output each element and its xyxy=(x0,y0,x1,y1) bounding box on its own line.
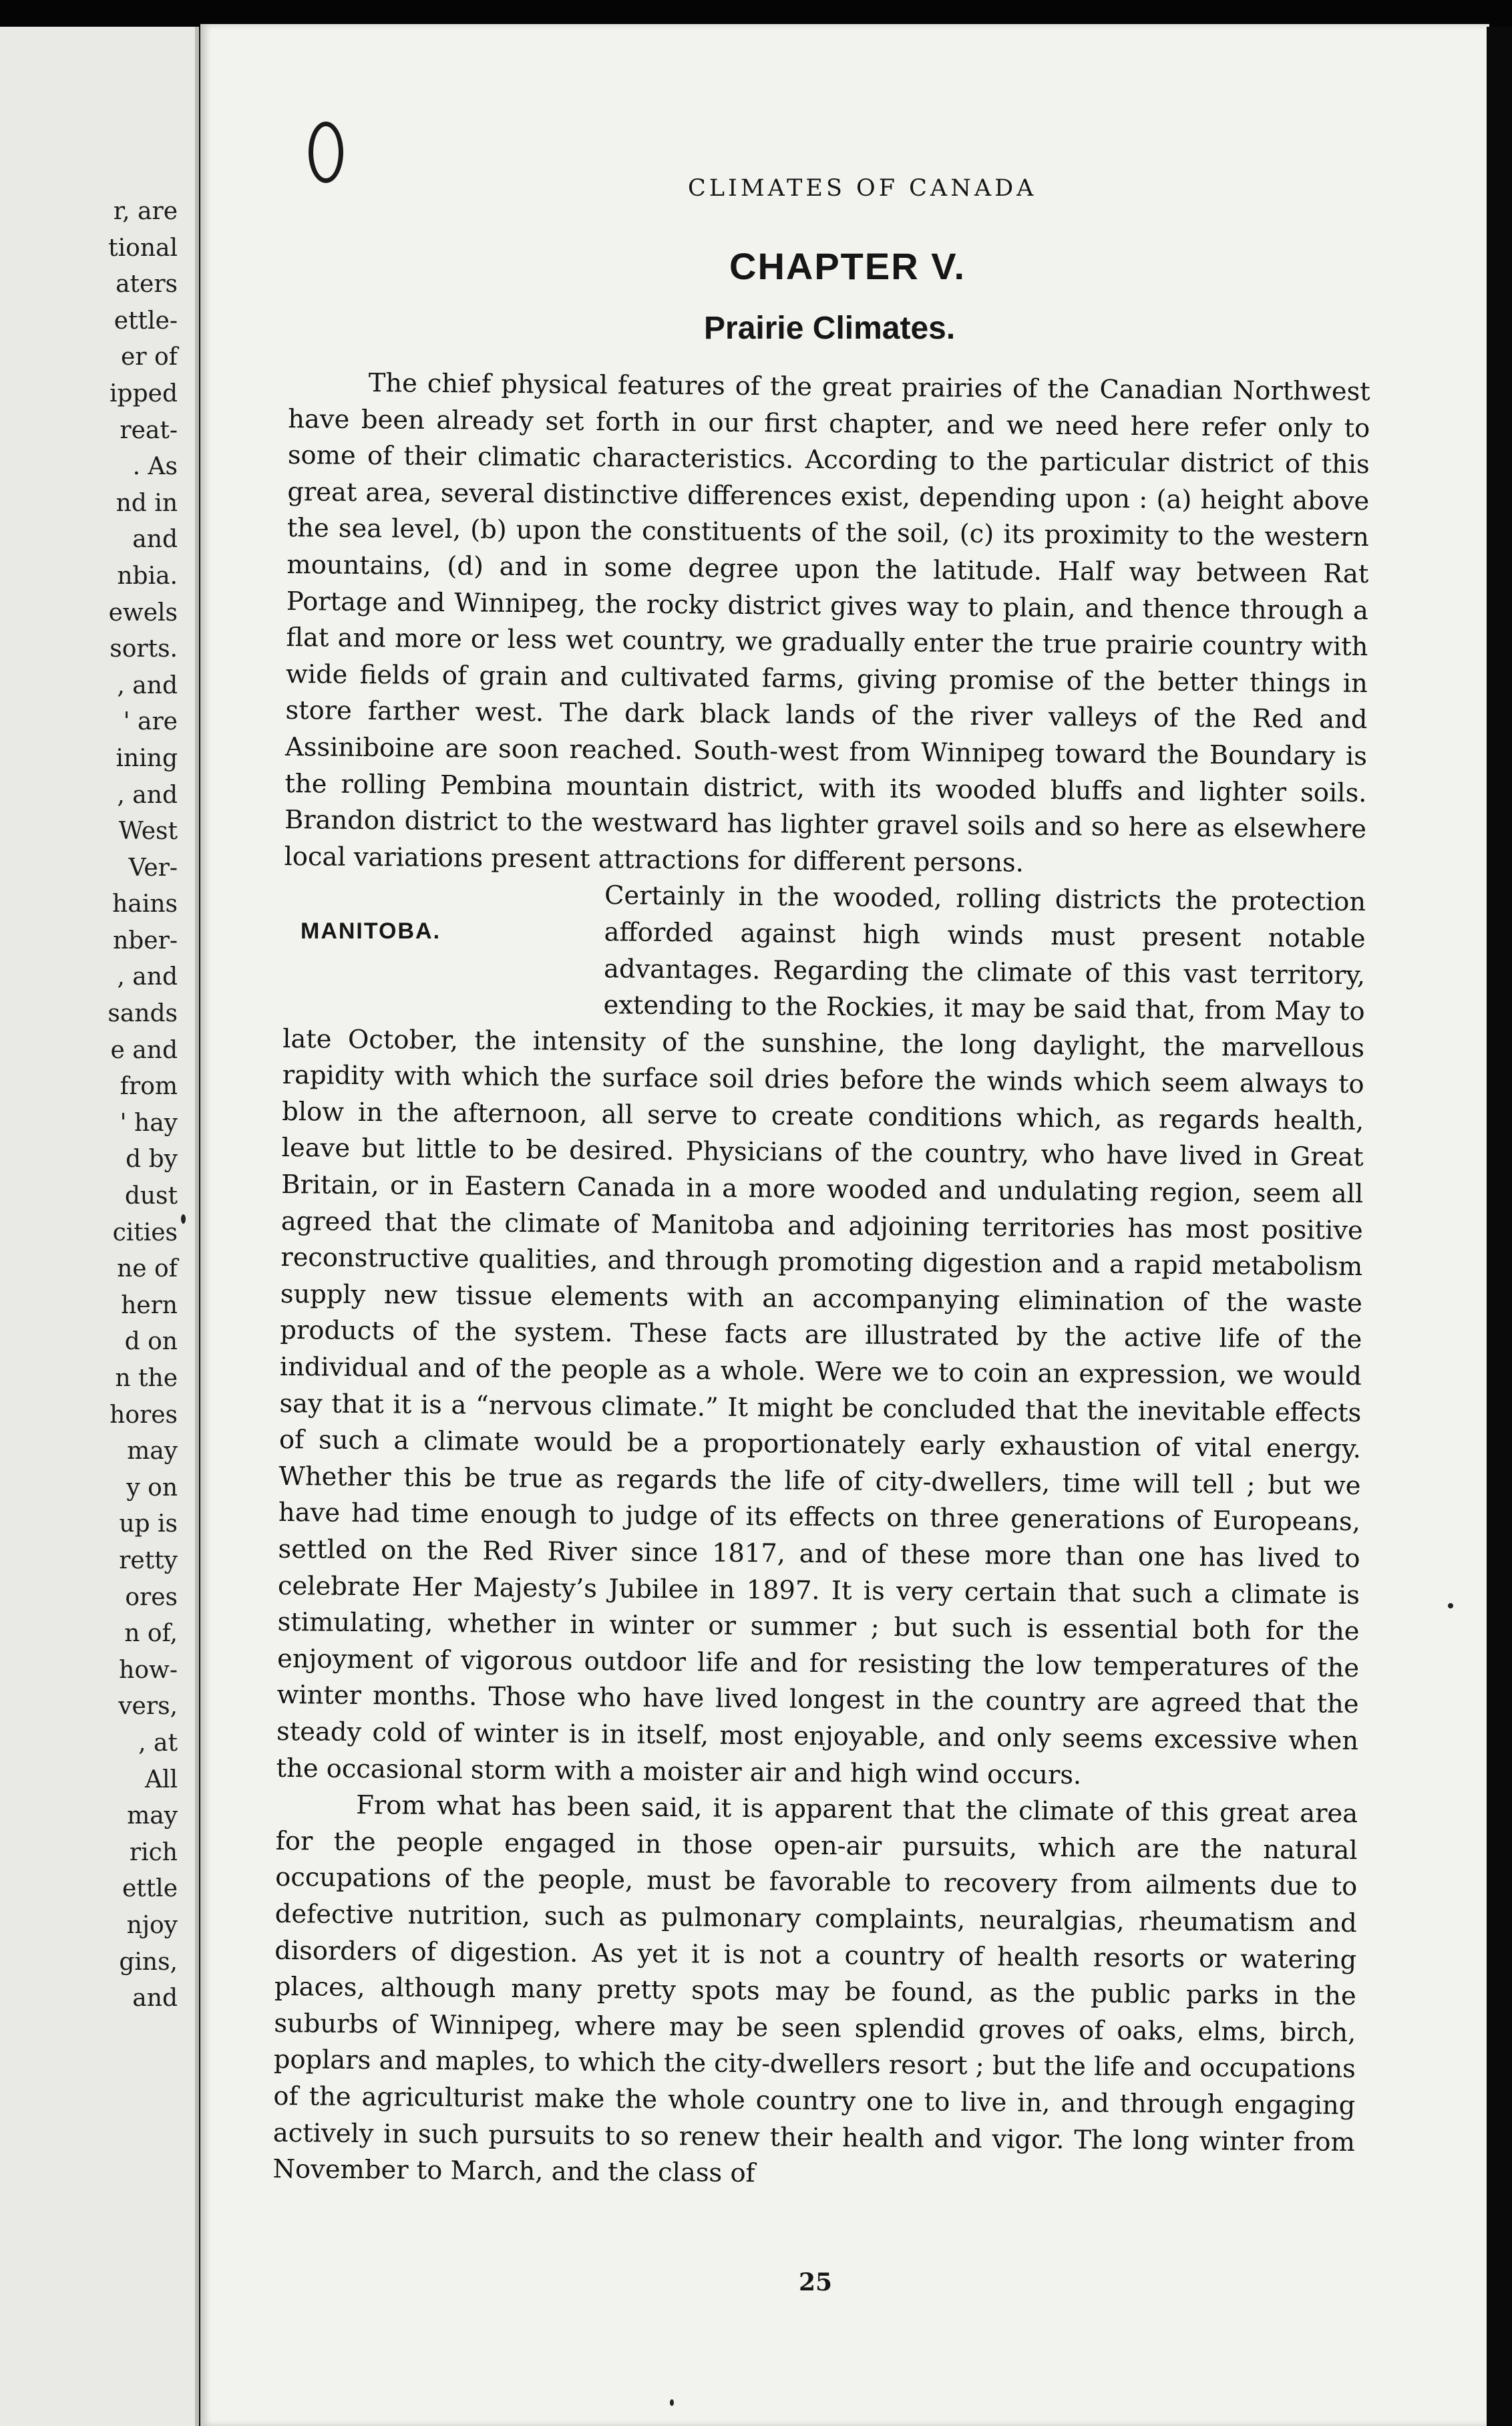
facing-line: njoy xyxy=(126,1911,178,1939)
paragraph-3: From what has been said, it is apparent that the climate of this great area for the people engaged in those open-air pursuits, which are the natural occupations of the people, must be favorable to recovery from ailments due to defective nutrition, such as pulmonary complaints, neuralgias, rheumatism and disorders of digestion. As yet it is not a country of health resorts or watering places, although many pretty spots may be found, as the public parks in the suburbs of Winnipeg, where may be seen splendid groves of oaks, elms, birch, poplars and maples, to which the city-dwellers resort ; but the life and occupations of the agriculturist make the whole country one to live in, and through engaging actively in such pursuits to so renew their health and vigor. The long winter from November to March, and the class of xyxy=(272,1790,1358,2189)
facing-line: hern xyxy=(121,1291,178,1319)
facing-line: d on xyxy=(124,1328,178,1356)
facing-page-text-column xyxy=(0,194,178,2017)
facing-line: e and xyxy=(110,1036,178,1064)
facing-line: , and xyxy=(117,963,178,991)
facing-line: n of, xyxy=(124,1620,178,1648)
facing-line: hores xyxy=(110,1401,178,1429)
paragraph-1: The chief physical features of the great prairies of the Canadian Northwest have been already set forth in our first chapter, and we need here refer only to some of their climatic characteristics. According to the particular district of this great area, several distinctive differences exist, depending upon : (a) height above the sea level, (b) upon the constituents of the soil, (c) its proximity to the western mountains, (d) and in some degree upon the latitude. Half way between Rat Portage and Winnipeg, the rocky district gives way to plain, and thence through a flat and more or less wet country, we gradually enter the true prairie country with wide fields of grain and cultivated farms, giving promise of the better things in store farther west. The dark black lands of the river valleys of the Red and Assiniboine are soon reached. South-west from Winnipeg toward the Boundary is the rolling Pembina mountain district, with its wooded bluffs and lighter soils. Brandon district to the westward has lighter gravel soils and so here as elsewhere local variations present attractions for different persons. xyxy=(284,368,1370,878)
facing-line: ne of xyxy=(117,1255,178,1283)
facing-line: may xyxy=(127,1437,178,1465)
facing-line: er of xyxy=(121,343,178,371)
body-text xyxy=(272,365,1370,2198)
facing-line: sorts. xyxy=(110,635,178,663)
facing-line: Ver- xyxy=(128,854,178,882)
facing-line: hains xyxy=(112,890,178,918)
scan-speck xyxy=(1448,1603,1453,1608)
facing-line: how- xyxy=(119,1656,178,1684)
running-head: CLIMATES OF CANADA xyxy=(688,175,1037,202)
facing-line: vers, xyxy=(118,1693,178,1721)
facing-line: y on xyxy=(126,1474,178,1502)
facing-line: ' hay xyxy=(120,1109,178,1137)
scan-speck xyxy=(670,2399,674,2406)
facing-line: , and xyxy=(117,671,178,699)
facing-line: nber- xyxy=(113,926,178,955)
paragraph-2: Certainly in the wooded, rolling districts the protection afforded against high winds must present notable advantages. Regarding the climate of this vast territory, extending to the Rockies, it may be said that, from May to late October, the intensity of the sunshine, the long daylight, the marvellous rapidity with which the surface soil dries before the winds which seem always to blow in the afternoon, all serve to create conditions which, as regards health, leave but little to be desired. Physicians of the country, who have lived in Great Britain, or in Eastern Canada in a more wooded and undulating region, seem all agreed that the climate of Manitoba and adjoining territories has most positive reconstructive qualities, and through promoting digestion and a rapid metabolism supply new tissue elements with an accompanying elimination of the waste products of the system. These facts are illustrated by the active life of the individual and of the people as a whole. Were we to coin an expression, we would say that it is a “nervous climate.” It might be concluded that the inevitable effects of such a climate would be a proportionately early exhaustion of vital energy. Whether this be true as regards the life of city-dwellers, time will tell ; but we have had time enough to judge of its effects on three generations of Europeans, settled on the Red River since 1817, and of these more than one has lived to celebrate Her Majesty’s Jubilee in 1897. It is very certain that such a climate is stimulating, whether in winter or summer ; but such is essential both for the enjoyment of vigorous outdoor life and for resisting the low temperatures of the winter months. Those who have lived longest in the country are agreed that the steady cold of winter is in itself, most enjoyable, and only seems excessive when the occasional storm with a moister air and high wind occurs. xyxy=(276,880,1366,1791)
facing-line: rich xyxy=(129,1838,178,1866)
facing-line: may xyxy=(127,1802,178,1830)
facing-line: up is xyxy=(119,1510,178,1538)
facing-line: , at xyxy=(138,1729,178,1757)
facing-line: gins, xyxy=(119,1948,178,1976)
facing-line: r, are xyxy=(113,198,178,225)
page-number: 25 xyxy=(799,2268,833,2296)
facing-line: All xyxy=(144,1765,178,1793)
facing-line: , and xyxy=(117,781,178,809)
facing-line: ' are xyxy=(123,708,178,736)
facing-line: ewels xyxy=(108,598,178,627)
facing-line: sands xyxy=(108,1000,178,1028)
facing-line: n the xyxy=(115,1365,178,1392)
scan-target-mark xyxy=(309,122,343,183)
facing-line: and xyxy=(132,1984,178,2013)
facing-line: West xyxy=(118,818,178,846)
facing-line: dust xyxy=(124,1182,178,1210)
facing-line: aters xyxy=(116,271,178,299)
facing-line: ores xyxy=(125,1583,178,1611)
facing-line: d by xyxy=(126,1146,178,1174)
section-heading: Prairie Climates. xyxy=(704,311,956,346)
facing-line: from xyxy=(120,1073,178,1101)
facing-line: retty xyxy=(119,1546,178,1574)
facing-line: and xyxy=(132,526,178,554)
facing-line: ettle- xyxy=(114,307,178,335)
facing-line: ipped xyxy=(110,379,178,407)
facing-line: tional xyxy=(108,234,178,262)
facing-line: cities xyxy=(112,1218,178,1246)
chapter-heading: CHAPTER V. xyxy=(729,245,966,287)
facing-line: nbia. xyxy=(117,562,178,590)
facing-line: ining xyxy=(116,744,178,772)
facing-line: . As xyxy=(132,453,178,481)
facing-line: nd in xyxy=(116,489,178,517)
sidehead-manitoba: MANITOBA. xyxy=(301,918,441,944)
scan-right-border xyxy=(1487,27,1512,2426)
facing-line: ettle xyxy=(122,1875,178,1903)
scan-speck xyxy=(181,1214,186,1224)
facing-page-left xyxy=(0,27,199,2426)
facing-line: reat- xyxy=(120,416,178,444)
